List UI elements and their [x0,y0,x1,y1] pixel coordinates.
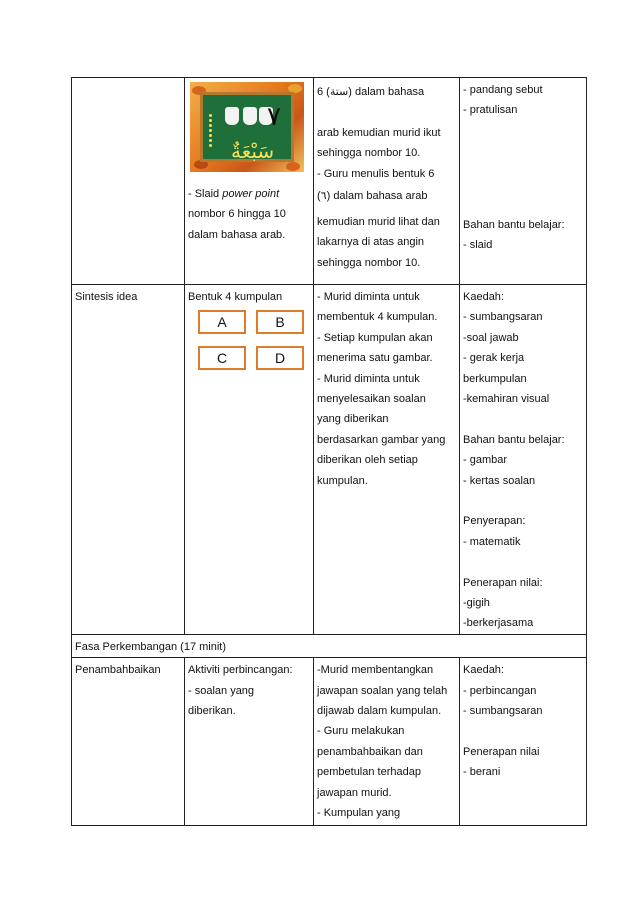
text-line: 6 (ستة) dalam bahasa [317,85,425,98]
text-line: Bentuk 4 kumpulan [188,291,283,303]
text-line: - Murid diminta untuk [317,372,420,385]
text-line: - Guru menulis bentuk 6 [317,167,435,180]
text-line: kemudian murid lihat dan [317,216,440,229]
activity-cell [314,658,460,826]
text-line: - Slaid power point [188,188,280,200]
text-line: menyelesaikan soalan [317,393,426,406]
phase-cell [72,78,185,285]
slide-image [190,82,304,172]
section-title: Fasa Perkembangan (17 minit) [75,640,227,653]
group-box-c: C [198,346,246,370]
text-line: penambahbaikan dan [317,745,423,758]
text-line: jawapan murid. [317,786,392,799]
arabic-word: سَبْعَةٌ [231,139,275,163]
text-line: - sumbangsaran [463,705,543,718]
text-line: membentuk 4 kumpulan. [317,311,438,324]
text-line: Penerapan nilai [463,745,540,758]
table-row [72,658,587,826]
text-line: diberikan oleh setiap [317,454,418,467]
text-line: - soalan yang [188,684,255,697]
lesson-plan-table [71,77,587,826]
group-box-a: A [198,310,246,334]
text-line: arab kemudian murid ikut [317,126,441,139]
text-line: menerima satu gambar. [317,352,433,365]
hand-icon [225,107,239,125]
section-row [72,634,587,657]
phase-label: Penambahbaikan [75,664,161,677]
text-line: -gigih [463,597,490,610]
text-line: - gerak kerja [463,352,525,365]
text-line: jawapan soalan yang telah [317,684,448,697]
text-line: Penerapan nilai: [463,576,543,589]
text-line: - kertas soalan [463,474,536,487]
text-line: -kemahiran visual [463,393,550,406]
text-line: pembetulan terhadap [317,766,421,779]
text-line: - pratulisan [463,104,518,117]
text-line: - sumbangsaran [463,311,543,324]
text-line: - pandang sebut [463,84,543,96]
text-line: kumpulan. [317,474,368,487]
activity-cell [314,285,460,635]
text-line: - gambar [463,454,508,467]
text-line: - Guru melakukan [317,725,405,738]
text-line: Kaedah: [463,291,504,303]
chalkboard [200,92,294,162]
text-line: nombor 6 hingga 10 [188,208,286,221]
hand-icon [243,107,257,125]
text-line: Penyerapan: [463,515,526,528]
text-line: berkumpulan [463,372,527,385]
method-cell [460,285,587,635]
text-line: - matematik [463,535,521,548]
text-line: - berani [463,766,501,779]
arabic-numeral: ٧ [267,102,281,132]
materials-cell [185,285,314,635]
group-box-b: B [256,310,304,334]
text-line: berdasarkan gambar yang [317,433,446,446]
text-line: (٦) dalam bahasa arab [317,189,428,203]
text-line: -berkerjasama [463,617,534,630]
text-line: dalam bahasa arab. [188,228,286,241]
text-line: diberikan. [188,705,236,718]
text-line: dijawab dalam kumpulan. [317,705,442,718]
method-cell [460,658,587,826]
group-layout [188,307,310,387]
activity-cell [314,78,460,285]
materials-cell [185,658,314,826]
text-line: Bahan bantu belajar: [463,433,565,446]
text-line: -Murid membentangkan [317,664,434,677]
text-line: yang diberikan [317,413,389,426]
text-line: sehingga nombor 10. [317,256,421,269]
text-line: Aktiviti perbincangan: [188,664,293,677]
text-line: Bahan bantu belajar: [463,218,565,231]
table-row [72,78,587,285]
phase-cell [72,658,185,826]
text-line: lakarnya di atas angin [317,236,425,249]
text-line: -soal jawab [463,331,519,344]
table-row [72,285,587,635]
phase-cell [72,285,185,635]
dots-icon [207,113,221,157]
text-line: - Murid diminta untuk [317,291,420,303]
text-line: - slaid [463,239,493,252]
text-line: Kaedah: [463,664,504,677]
text-line: sehingga nombor 10. [317,147,421,160]
materials-cell [185,78,314,285]
method-cell [460,78,587,285]
section-header [72,634,587,657]
text-line: - Setiap kumpulan akan [317,331,433,344]
text-line: - perbincangan [463,684,537,697]
phase-label: Sintesis idea [75,291,138,303]
text-line: - Kumpulan yang [317,807,401,820]
group-box-d: D [256,346,304,370]
